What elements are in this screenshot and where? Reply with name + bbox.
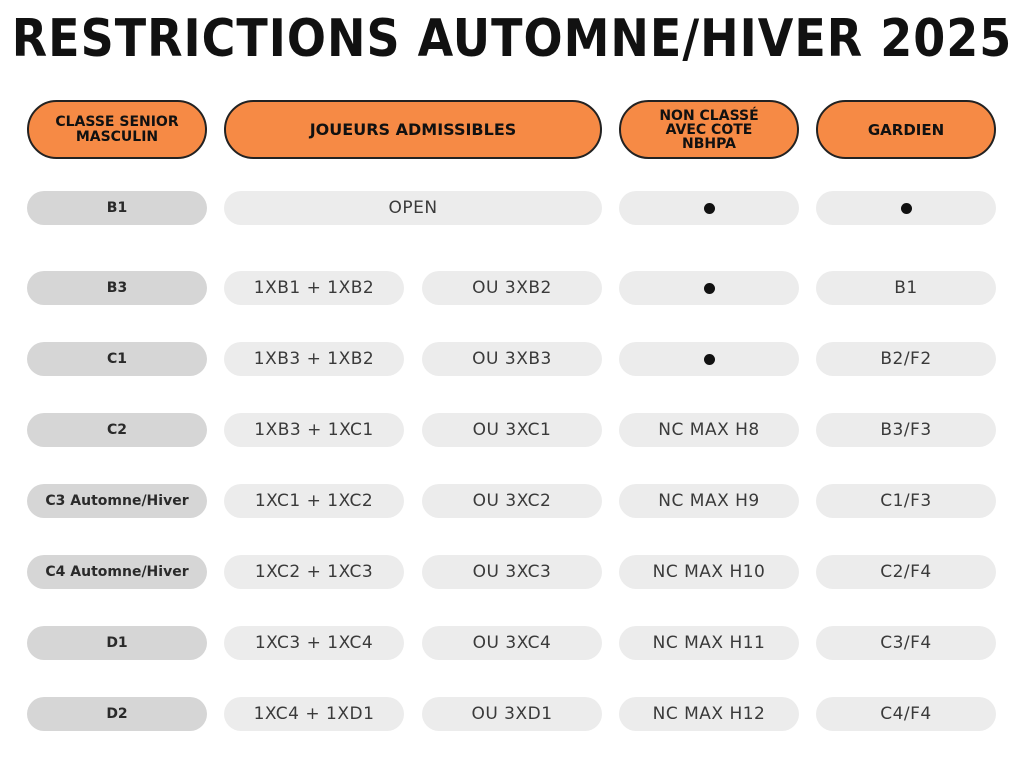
row-class-label: D2 (27, 697, 207, 731)
row-class-label: C3 Automne/Hiver (27, 484, 207, 518)
row-class-label: D1 (27, 626, 207, 660)
row-gardien: C2/F4 (816, 555, 996, 589)
row-joueurs-alt: OU 3XC3 (422, 555, 602, 589)
row-non-classe: NC MAX H8 (619, 413, 799, 447)
header-joueurs: JOUEURS ADMISSIBLES (224, 100, 602, 159)
row-gardien: B3/F3 (816, 413, 996, 447)
row-joueurs-alt: OU 3XC1 (422, 413, 602, 447)
row-joueurs-alt: OU 3XC4 (422, 626, 602, 660)
row-gardien: C3/F4 (816, 626, 996, 660)
bullet-dot-icon (901, 203, 912, 214)
row-gardien: B2/F2 (816, 342, 996, 376)
row-joueurs-alt: OU 3XB2 (422, 271, 602, 305)
row-class-label: C4 Automne/Hiver (27, 555, 207, 589)
row-joueurs-combo: 1XB3 + 1XC1 (224, 413, 404, 447)
page-title: RESTRICTIONS AUTOMNE/HIVER 2025 (11, 8, 1013, 69)
row-non-classe (619, 342, 799, 376)
bullet-dot-icon (704, 283, 715, 294)
row-gardien: C4/F4 (816, 697, 996, 731)
row-non-classe: NC MAX H10 (619, 555, 799, 589)
row-non-classe (619, 271, 799, 305)
header-classe: CLASSE SENIOR MASCULIN (27, 100, 207, 159)
row-joueurs-combo: 1XB3 + 1XB2 (224, 342, 404, 376)
row-non-classe: NC MAX H12 (619, 697, 799, 731)
bullet-dot-icon (704, 203, 715, 214)
row-joueurs-open: OPEN (224, 191, 602, 225)
row-non-classe: NC MAX H11 (619, 626, 799, 660)
row-non-classe: NC MAX H9 (619, 484, 799, 518)
bullet-dot-icon (704, 354, 715, 365)
row-joueurs-combo: 1XC1 + 1XC2 (224, 484, 404, 518)
row-joueurs-combo: 1XC3 + 1XC4 (224, 626, 404, 660)
row-class-label: C2 (27, 413, 207, 447)
row-joueurs-combo: 1XB1 + 1XB2 (224, 271, 404, 305)
row-joueurs-alt: OU 3XB3 (422, 342, 602, 376)
row-class-label: B1 (27, 191, 207, 225)
row-class-label: C1 (27, 342, 207, 376)
row-gardien: B1 (816, 271, 996, 305)
row-joueurs-combo: 1XC2 + 1XC3 (224, 555, 404, 589)
row-non-classe (619, 191, 799, 225)
row-gardien (816, 191, 996, 225)
header-gardien: GARDIEN (816, 100, 996, 159)
row-joueurs-alt: OU 3XC2 (422, 484, 602, 518)
row-gardien: C1/F3 (816, 484, 996, 518)
row-joueurs-combo: 1XC4 + 1XD1 (224, 697, 404, 731)
header-non-classe: NON CLASSÉ AVEC COTE NBHPA (619, 100, 799, 159)
row-joueurs-alt: OU 3XD1 (422, 697, 602, 731)
row-class-label: B3 (27, 271, 207, 305)
